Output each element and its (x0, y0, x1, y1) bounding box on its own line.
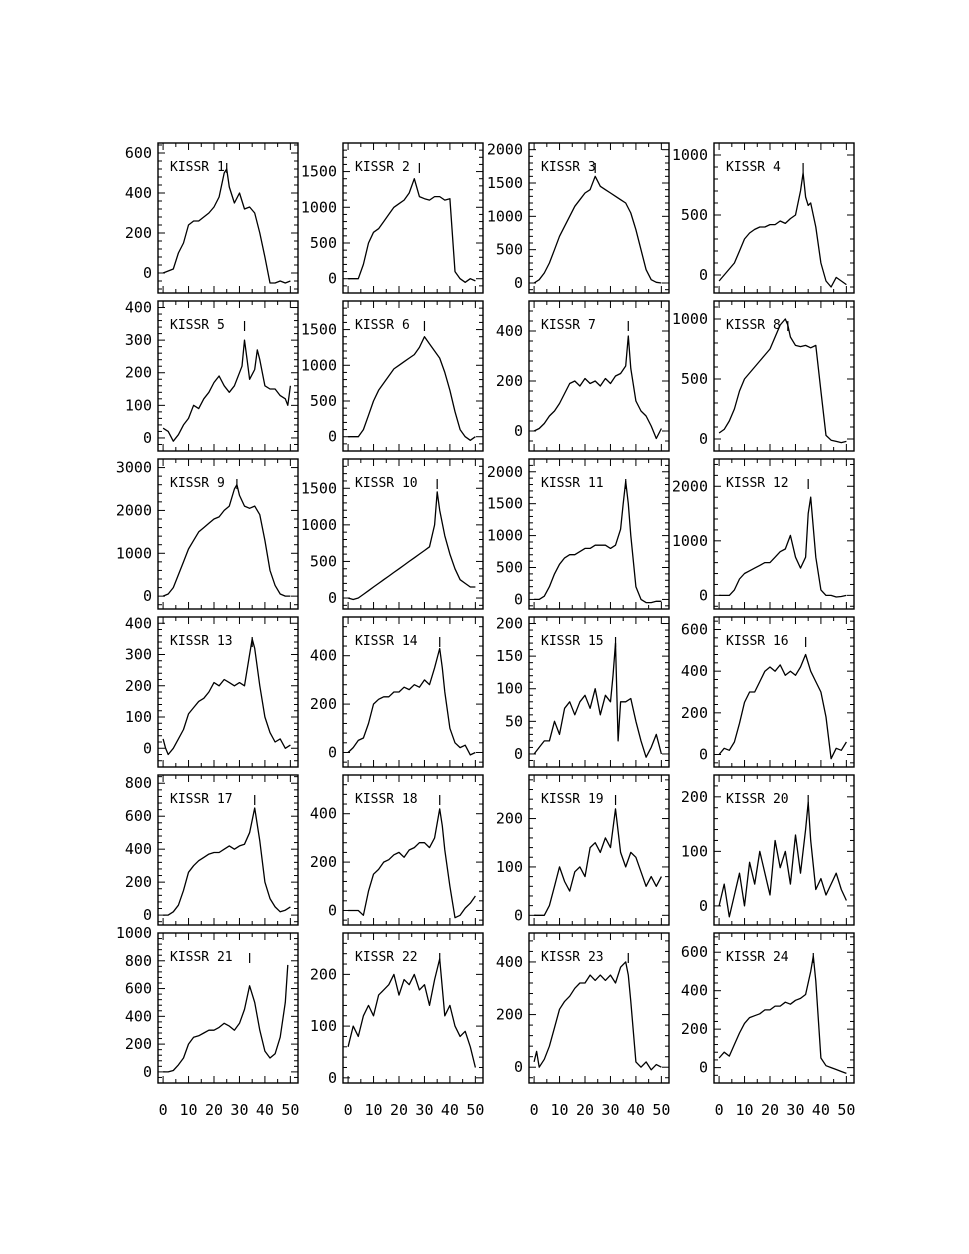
panel-13 (125, 614, 298, 767)
y-tick-label: 2000 (671, 477, 708, 496)
y-tick-label: 300 (124, 331, 152, 350)
panel-23 (496, 933, 670, 1119)
x-tick-label: 10 (550, 1101, 569, 1119)
y-tick-label: 2000 (486, 140, 523, 159)
y-tick-label: 0 (698, 430, 708, 448)
y-tick-label: 600 (124, 807, 152, 826)
y-tick-label: 200 (124, 873, 152, 892)
panel-9 (116, 459, 298, 609)
spectrum-line (534, 962, 661, 1070)
spectrum-line (719, 497, 846, 597)
panel-label: KISSR 2 (355, 160, 410, 175)
spectrum-line (534, 809, 661, 915)
y-tick-label: 400 (124, 1007, 152, 1026)
panel-label: KISSR 17 (170, 792, 233, 807)
panel-label: KISSR 21 (170, 950, 233, 965)
panel-label: KISSR 18 (355, 792, 418, 807)
panel-10 (301, 459, 483, 609)
y-tick-label: 0 (327, 427, 337, 446)
y-tick-label: 0 (513, 744, 523, 763)
y-tick-label: 1000 (671, 531, 708, 550)
y-tick-label: 100 (495, 679, 523, 698)
y-tick-label: 400 (124, 184, 152, 202)
x-tick-label: 40 (626, 1101, 645, 1119)
y-tick-label: 600 (680, 943, 708, 962)
panel-19 (496, 775, 669, 925)
y-tick-label: 0 (698, 745, 708, 764)
y-tick-label: 400 (495, 952, 523, 971)
y-tick-label: 400 (680, 662, 708, 681)
y-tick-label: 600 (680, 620, 708, 639)
spectrum-line (534, 643, 661, 757)
y-tick-label: 0 (327, 589, 337, 608)
y-tick-label: 0 (513, 274, 523, 292)
x-tick-label: 40 (440, 1101, 459, 1119)
y-tick-label: 0 (698, 266, 708, 284)
panel-label: KISSR 4 (726, 160, 781, 175)
panel-label: KISSR 14 (355, 634, 418, 649)
y-tick-label: 500 (680, 370, 708, 388)
panel-label: KISSR 10 (355, 476, 418, 491)
panel-label: KISSR 3 (541, 160, 596, 175)
panel-label: KISSR 22 (355, 950, 418, 965)
panel-21 (116, 924, 300, 1119)
y-tick-label: 200 (309, 965, 337, 984)
x-tick-label: 50 (652, 1101, 671, 1119)
y-tick-label: 200 (495, 809, 523, 828)
panel-label: KISSR 5 (170, 318, 225, 333)
x-tick-label: 50 (837, 1101, 856, 1119)
x-tick-label: 20 (389, 1101, 409, 1119)
y-tick-label: 200 (124, 1035, 152, 1054)
y-tick-label: 0 (142, 428, 152, 447)
panel-15 (496, 615, 669, 767)
y-tick-label: 200 (124, 363, 152, 382)
spectrum-line (719, 802, 846, 917)
y-tick-label: 200 (124, 676, 152, 695)
spectrum-line (348, 959, 475, 1068)
y-tick-label: 200 (680, 787, 708, 806)
x-tick-label: 50 (466, 1101, 485, 1119)
y-tick-label: 200 (680, 703, 708, 722)
spectrum-line (163, 808, 290, 915)
panel-11 (487, 459, 669, 609)
spectrum-line (719, 655, 846, 759)
spectrum-line (163, 340, 290, 441)
y-tick-label: 400 (124, 298, 152, 317)
y-tick-label: 400 (124, 614, 152, 633)
panel-20 (681, 775, 854, 925)
y-tick-label: 0 (327, 269, 337, 288)
x-tick-label: 30 (786, 1101, 805, 1119)
panel-6 (301, 301, 483, 451)
panel-18 (310, 775, 483, 925)
x-tick-label: 0 (529, 1101, 539, 1119)
y-tick-label: 100 (124, 396, 152, 415)
y-tick-label: 2000 (486, 462, 523, 481)
y-tick-label: 200 (495, 614, 523, 633)
y-tick-label: 400 (124, 840, 152, 859)
y-tick-label: 400 (309, 646, 337, 665)
x-tick-label: 40 (811, 1101, 830, 1119)
x-tick-label: 0 (714, 1101, 724, 1119)
y-tick-label: 1000 (300, 198, 337, 217)
y-tick-label: 600 (124, 979, 152, 998)
y-tick-label: 1000 (300, 515, 337, 534)
y-tick-label: 100 (124, 708, 152, 726)
panel-label: KISSR 11 (541, 476, 604, 491)
y-tick-label: 0 (327, 1068, 337, 1087)
spectrum-line (534, 336, 661, 439)
y-tick-label: 1500 (486, 494, 523, 513)
x-tick-label: 30 (415, 1101, 434, 1119)
y-tick-label: 500 (309, 234, 337, 252)
panel-label: KISSR 16 (726, 634, 789, 649)
y-tick-label: 3000 (115, 458, 152, 477)
x-tick-label: 0 (343, 1101, 353, 1119)
x-tick-label: 30 (601, 1101, 620, 1119)
y-tick-label: 100 (680, 842, 708, 861)
y-tick-label: 200 (124, 224, 152, 242)
spectrum-line (719, 956, 846, 1073)
y-tick-label: 0 (698, 896, 708, 915)
y-tick-label: 2000 (115, 501, 152, 520)
spectrum-line (163, 965, 288, 1072)
y-tick-label: 100 (495, 857, 523, 876)
panel-12 (672, 459, 854, 609)
panel-label: KISSR 20 (726, 792, 789, 807)
panel-4 (672, 143, 854, 293)
y-tick-label: 1000 (115, 544, 152, 563)
y-tick-label: 0 (513, 422, 523, 440)
spectrum-line (348, 492, 475, 600)
panel-2 (301, 143, 483, 293)
panel-label: KISSR 13 (170, 634, 233, 649)
spectrum-line (348, 649, 475, 755)
y-tick-label: 0 (698, 586, 708, 605)
y-tick-label: 1000 (671, 310, 708, 328)
panel-3 (487, 141, 669, 293)
y-tick-label: 200 (309, 695, 337, 714)
y-tick-label: 1500 (486, 174, 523, 192)
y-tick-label: 1000 (671, 146, 708, 164)
spectrum-line (534, 176, 661, 283)
y-tick-label: 200 (495, 1005, 523, 1024)
panel-22 (310, 933, 484, 1119)
y-tick-label: 400 (309, 804, 337, 823)
y-tick-label: 200 (680, 1020, 708, 1039)
y-tick-label: 50 (504, 712, 523, 731)
y-tick-label: 0 (142, 1062, 152, 1081)
spectrum-line (348, 179, 475, 283)
spectrum-line (534, 481, 661, 602)
y-tick-label: 0 (513, 590, 523, 609)
y-tick-label: 0 (698, 1058, 708, 1077)
y-tick-label: 0 (142, 739, 152, 758)
y-tick-label: 0 (327, 743, 337, 762)
spectrum-line (163, 639, 290, 755)
y-tick-label: 1500 (300, 320, 337, 339)
y-tick-label: 150 (495, 647, 523, 666)
panel-7 (496, 301, 669, 451)
x-tick-label: 20 (760, 1101, 780, 1119)
spectrum-line (163, 485, 290, 596)
y-tick-label: 100 (309, 1017, 337, 1036)
spectrum-line (163, 169, 290, 283)
x-tick-label: 20 (575, 1101, 595, 1119)
panel-17 (125, 774, 298, 925)
x-tick-label: 40 (255, 1101, 274, 1119)
x-tick-label: 50 (281, 1101, 300, 1119)
panel-label: KISSR 15 (541, 634, 604, 649)
panel-label: KISSR 1 (170, 160, 225, 175)
y-tick-label: 1500 (300, 479, 337, 498)
y-tick-label: 300 (124, 645, 152, 664)
spectrum-line (348, 809, 475, 918)
y-tick-label: 500 (680, 206, 708, 224)
panel-label: KISSR 23 (541, 950, 604, 965)
panel-label: KISSR 9 (170, 476, 225, 491)
x-tick-label: 0 (158, 1101, 168, 1119)
y-tick-label: 1000 (115, 924, 152, 942)
panel-label: KISSR 8 (726, 318, 781, 333)
panel-8 (672, 301, 854, 451)
panel-label: KISSR 24 (726, 950, 789, 965)
panel-16 (681, 617, 854, 767)
y-tick-label: 800 (124, 774, 152, 793)
x-tick-label: 10 (179, 1101, 198, 1119)
panel-label: KISSR 7 (541, 318, 596, 333)
y-tick-label: 500 (495, 240, 523, 259)
y-tick-label: 0 (513, 1058, 523, 1077)
y-tick-label: 500 (309, 392, 337, 410)
y-tick-label: 1000 (300, 356, 337, 375)
y-tick-label: 0 (142, 906, 152, 925)
y-tick-label: 0 (327, 901, 337, 920)
y-tick-label: 400 (495, 322, 523, 340)
panel-24 (681, 933, 855, 1119)
panel-5 (125, 299, 298, 451)
panel-label: KISSR 6 (355, 318, 410, 333)
spectrum-line (719, 173, 846, 287)
x-tick-label: 30 (230, 1101, 249, 1119)
y-tick-label: 600 (124, 144, 152, 162)
y-tick-label: 500 (495, 558, 523, 577)
x-tick-label: 20 (204, 1101, 224, 1119)
y-tick-label: 200 (495, 372, 523, 390)
x-tick-label: 10 (364, 1101, 383, 1119)
y-tick-label: 1000 (486, 207, 523, 226)
panel-label: KISSR 12 (726, 476, 789, 491)
panel-1 (125, 143, 298, 293)
y-tick-label: 0 (142, 587, 152, 606)
y-tick-label: 0 (513, 906, 523, 925)
y-tick-label: 800 (124, 951, 152, 970)
y-tick-label: 500 (309, 552, 337, 571)
spectrum-line (348, 337, 475, 441)
y-tick-label: 400 (680, 981, 708, 1000)
panel-label: KISSR 19 (541, 792, 604, 807)
y-tick-label: 0 (142, 264, 152, 282)
y-tick-label: 1500 (300, 162, 337, 181)
y-tick-label: 1000 (486, 526, 523, 545)
x-tick-label: 10 (735, 1101, 754, 1119)
panel-14 (310, 617, 483, 767)
spectrum-line (719, 319, 846, 443)
y-tick-label: 200 (309, 853, 337, 872)
